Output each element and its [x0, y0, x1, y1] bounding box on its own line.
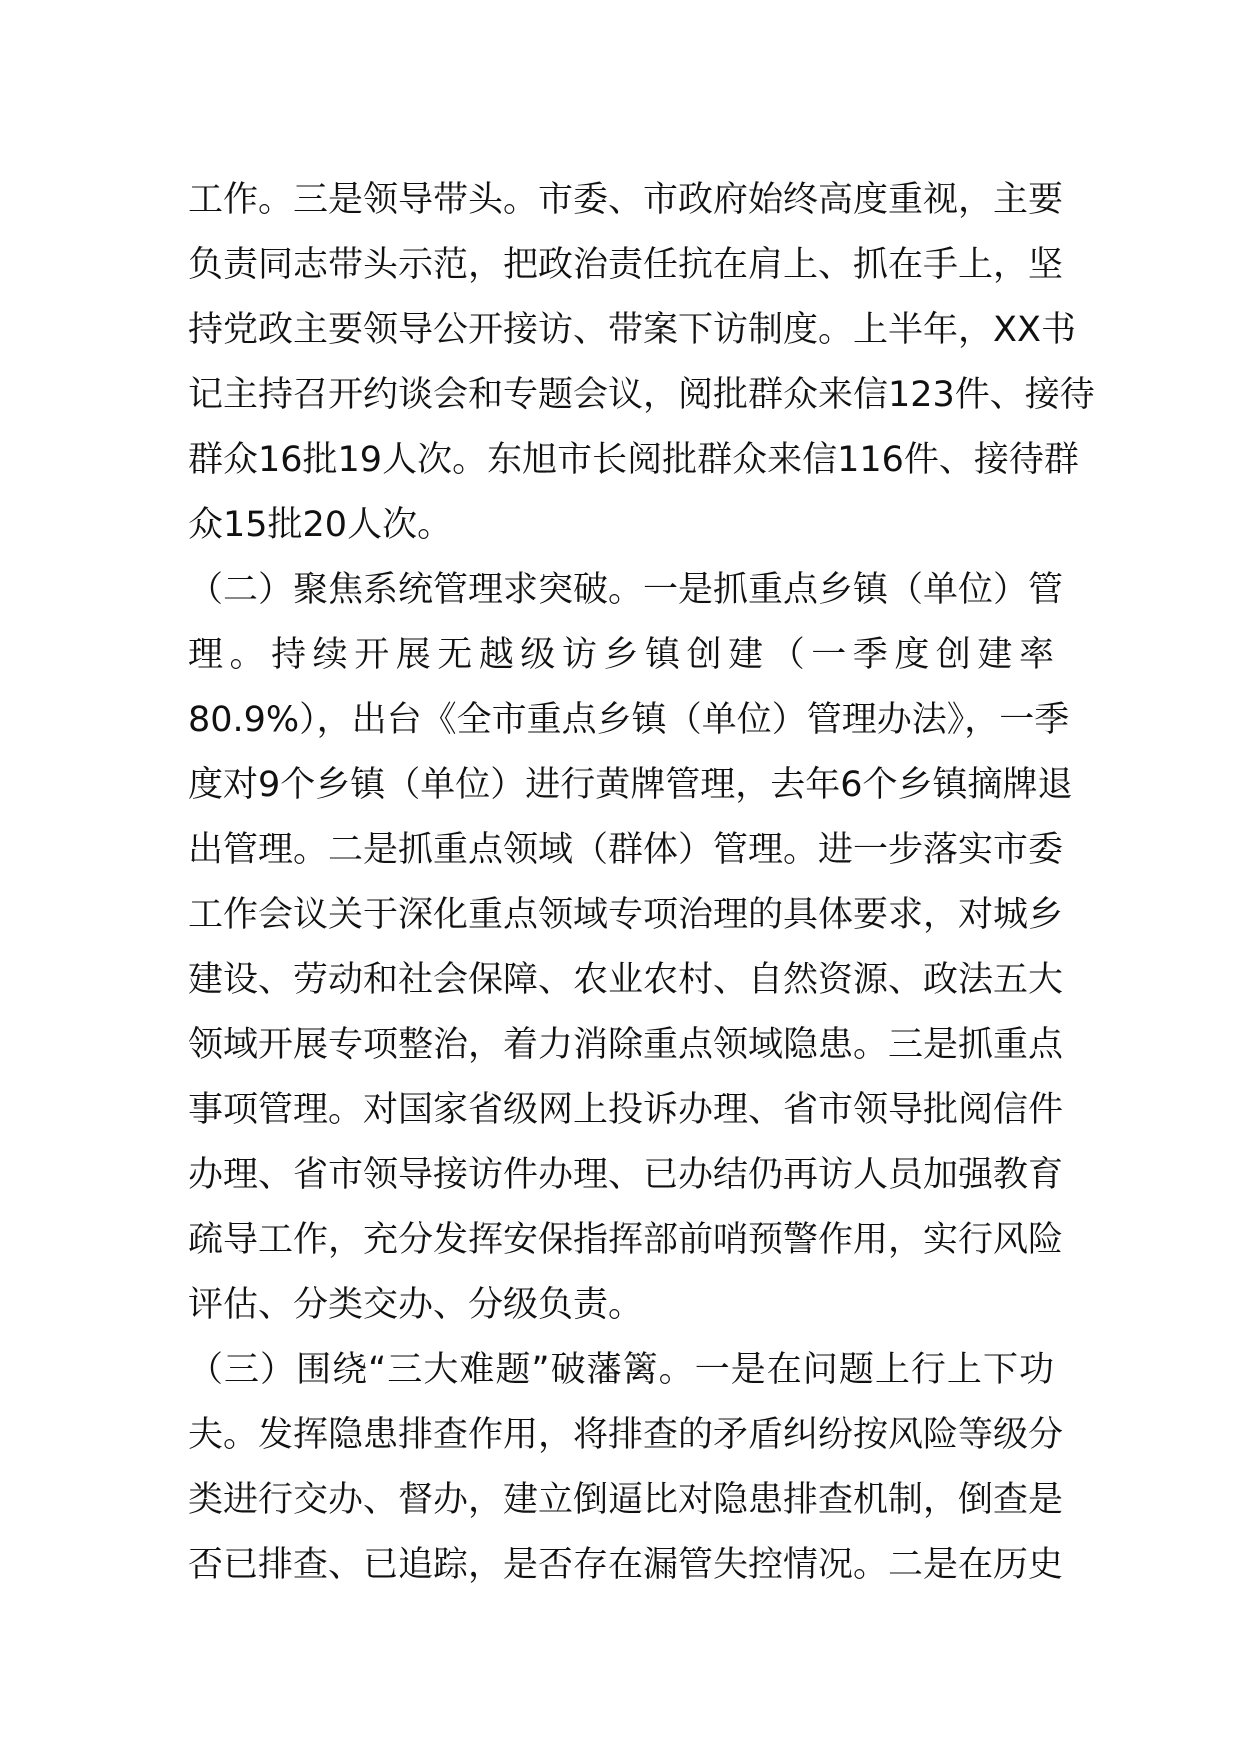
paragraph-three-problems: [188, 1338, 1064, 1598]
paragraph-leadership: [188, 168, 1095, 558]
text-line: 群众16批19人次。东旭市长阅批群众来信116件、接待群: [188, 440, 1079, 480]
text-line: 持党政主要领导公开接访、带案下访制度。上半年，XX书: [188, 310, 1076, 350]
text-line: 否已排查、已追踪，是否存在漏管失控情况。二是在历史: [188, 1545, 1064, 1585]
document-body: [188, 168, 1095, 1598]
text-line: 众15批20人次。: [188, 505, 453, 545]
text-line: 出管理。二是抓重点领域（群体）管理。进一步落实市委: [188, 830, 1064, 870]
text-line: 负责同志带头示范，把政治责任抗在肩上、抓在手上，坚: [188, 245, 1064, 285]
text-line: 度对9个乡镇（单位）进行黄牌管理，去年6个乡镇摘牌退: [188, 765, 1073, 805]
text-line: 理。持续开展无越级访乡镇创建（一季度创建率: [188, 635, 1054, 675]
section-heading-line: （二）聚焦系统管理求突破。一是抓重点乡镇（单位）管: [188, 570, 1064, 610]
text-line: 工作会议关于深化重点领域专项治理的具体要求，对城乡: [188, 895, 1064, 935]
text-line: 建设、劳动和社会保障、农业农村、自然资源、政法五大: [188, 960, 1064, 1000]
text-line: 80.9%），出台《全市重点乡镇（单位）管理办法》，一季: [188, 700, 1070, 740]
text-line: 记主持召开约谈会和专题会议，阅批群众来信123件、接待: [188, 375, 1095, 415]
paragraph-system-management: [188, 558, 1073, 1338]
text-line: 夫。发挥隐患排查作用，将排查的矛盾纠纷按风险等级分: [188, 1415, 1064, 1455]
text-line: 办理、省市领导接访件办理、已办结仍再访人员加强教育: [188, 1155, 1064, 1195]
text-line: 疏导工作，充分发挥安保指挥部前哨预警作用，实行风险: [188, 1220, 1064, 1260]
text-line: 领域开展专项整治，着力消除重点领域隐患。三是抓重点: [188, 1025, 1064, 1065]
text-line: 工作。三是领导带头。市委、市政府始终高度重视，主要: [188, 180, 1064, 220]
text-line: 评估、分类交办、分级负责。: [188, 1285, 644, 1325]
text-line: 事项管理。对国家省级网上投诉办理、省市领导批阅信件: [188, 1090, 1064, 1130]
text-line: 类进行交办、督办，建立倒逼比对隐患排查机制，倒查是: [188, 1480, 1064, 1520]
section-heading-line: （三）围绕“三大难题”破藩篱。一是在问题上行上下功: [188, 1350, 1054, 1390]
